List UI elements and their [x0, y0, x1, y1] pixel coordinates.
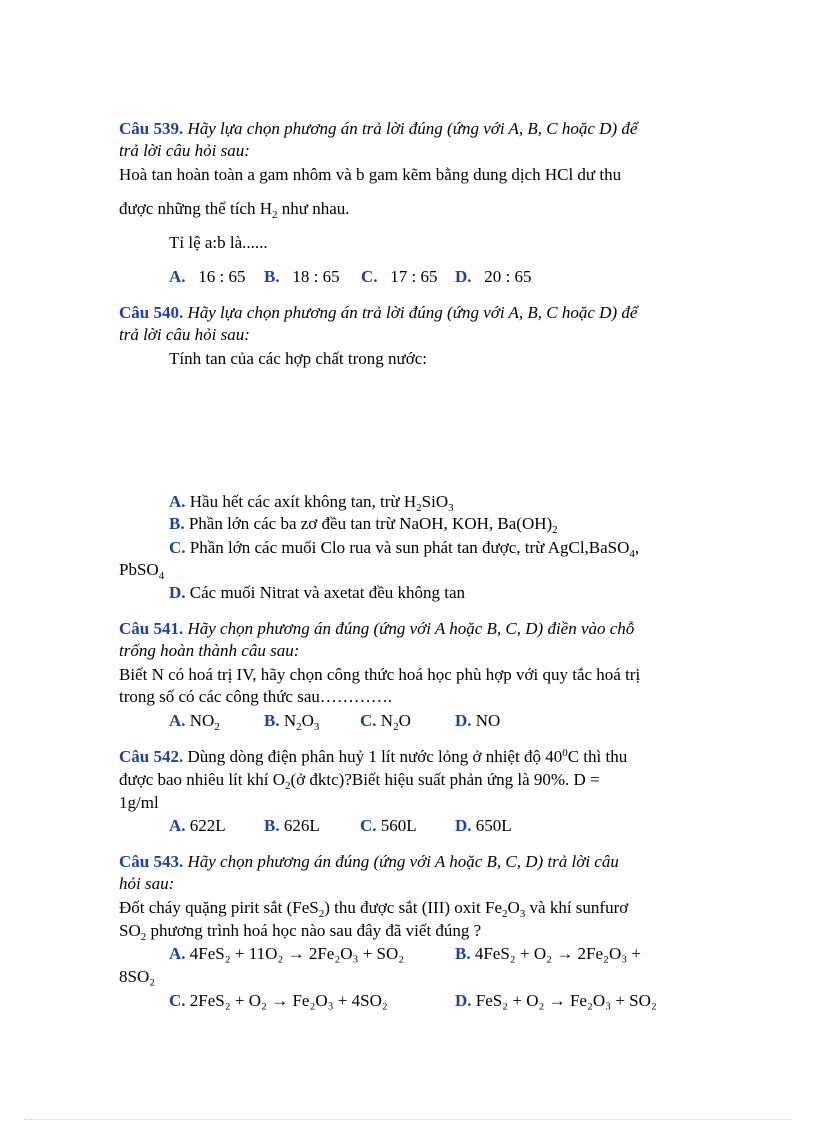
q539-option-b[interactable]: B. 18 : 65 — [264, 267, 340, 286]
q542-text-line2: được bao nhiêu lít khí $O_2(ở$ đktc)?Biết hiệu suất phản ứng là 90%. D = — [119, 770, 600, 792]
q540-option-c[interactable]: C. Phần lớn các muối Clo rua và sun phát tan được, trừ AgCl,BaSO$_4$, — [169, 538, 640, 560]
q543-text-line2: $SO_2$ phương trình hoá học nào sau đây đã viết đúng ? — [119, 921, 482, 943]
q543-option-b-line2: 8SO₂ — [119, 967, 156, 986]
page-bottom-border — [24, 1119, 792, 1120]
q539-text-line3: Tỉ lệ a:b là...... — [169, 233, 268, 252]
q541-options — [169, 710, 500, 732]
q541-text-line1: Biết N có hoá trị IV, hãy chọn công thức hoá học phù hợp với quy tắc hoá trị — [119, 665, 641, 684]
q542-text-line1: Câu 542. Dùng dòng điện phân huỷ 1 lít nước lỏng ở nhiệt độ $40^0C$ thì thu — [119, 747, 628, 766]
q541-option-d[interactable]: D. NO — [455, 711, 501, 730]
q541-text-line2: trong số có các công thức sau…………. — [119, 687, 393, 706]
q539-instruction-line1: Câu 539. Hãy lựa chọn phương án trả lời đúng (ứng với A, B, C hoặc D) để — [119, 119, 638, 138]
q539-instruction-line2: trả lời câu hỏi sau: — [119, 141, 250, 160]
q540-label: Câu 540. — [119, 303, 184, 322]
q540-option-c-line2: PbSO$_4$ — [119, 560, 165, 582]
q541-option-a[interactable]: A. $NO_2$ — [169, 711, 220, 733]
q542-option-c[interactable]: C. 560L — [360, 816, 417, 835]
q543-option-a[interactable]: A. 4FeS₂ + 11O₂ → 2Fe₂O₃ + SO₂ — [169, 944, 405, 963]
q543-label: Câu 543. — [119, 852, 184, 871]
q542-option-d[interactable]: D. 650L — [455, 816, 512, 835]
q541-label: Câu 541. — [119, 619, 184, 638]
q543-row-cd — [169, 990, 657, 1012]
q540-instruction-line2: trả lời câu hỏi sau: — [119, 325, 250, 344]
q543-instruction-line1: Câu 543. Hãy chọn phương án đúng (ứng với A hoặc B, C, D) trả lời câu — [119, 852, 619, 871]
q539-option-d[interactable]: D. 20 : 65 — [455, 267, 532, 286]
q541-instruction-line2: trống hoàn thành câu sau: — [119, 641, 300, 660]
q542-option-b[interactable]: B. 626L — [264, 816, 320, 835]
q543-option-d[interactable]: D. FeS₂ + O₂ → Fe₂O₃ + SO₂ — [455, 991, 657, 1010]
q543-instruction-line2: hỏi sau: — [119, 874, 175, 893]
q541-option-b[interactable]: B. $N_2O_3$ — [264, 711, 320, 733]
q539-text-line2: được những thể tích $H_2$ như nhau. — [119, 199, 350, 221]
q541-option-c[interactable]: C. $N_2O$ — [360, 711, 411, 733]
q541-instruction-line1: Câu 541. Hãy chọn phương án đúng (ứng với A hoặc B, C, D) điền vào chỗ — [119, 619, 635, 638]
q539-option-a[interactable]: A. 16 : 65 — [169, 267, 246, 286]
q539-text-line1: Hoà tan hoàn toàn a gam nhôm và b gam kẽm bằng dung dịch HCl dư thu — [119, 165, 622, 184]
q539-options — [169, 266, 532, 288]
q542-label: Câu 542. — [119, 747, 184, 766]
q539-label: Câu 539. — [119, 119, 184, 138]
q540-instruction-line1: Câu 540. Hãy lựa chọn phương án trả lời đúng (ứng với A, B, C hoặc D) để — [119, 303, 638, 322]
q543-row-ab — [169, 943, 641, 965]
q542-options — [169, 815, 512, 837]
q540-option-d[interactable]: D. Các muối Nitrat và axetat đều không tan — [169, 583, 466, 602]
q543-text-line1: Đốt cháy quặng pirit sắt (FeS$_2$) thu được sắt (III) oxit $Fe_2O_3$ và khí sunfurơ — [119, 898, 629, 920]
q539-option-c[interactable]: C. 17 : 65 — [361, 267, 438, 286]
q540-option-b[interactable]: B. Phần lớn các ba zơ đều tan trừ NaOH, KOH, $Ba(OH)_2$ — [169, 514, 558, 536]
q542-text-line3: 1g/ml — [119, 793, 159, 812]
q540-text-line1: Tính tan của các hợp chất trong nước: — [169, 349, 428, 368]
q542-option-a[interactable]: A. 622L — [169, 816, 226, 835]
q540-option-a[interactable]: A. Hầu hết các axít không tan, trừ $H_2SiO_3$ — [169, 492, 454, 514]
q543-option-c[interactable]: C. 2FeS₂ + O₂ → Fe₂O₃ + 4SO₂ — [169, 991, 388, 1010]
q543-option-b[interactable]: B. 4FeS₂ + O₂ → 2Fe₂O₃ + — [455, 944, 641, 963]
